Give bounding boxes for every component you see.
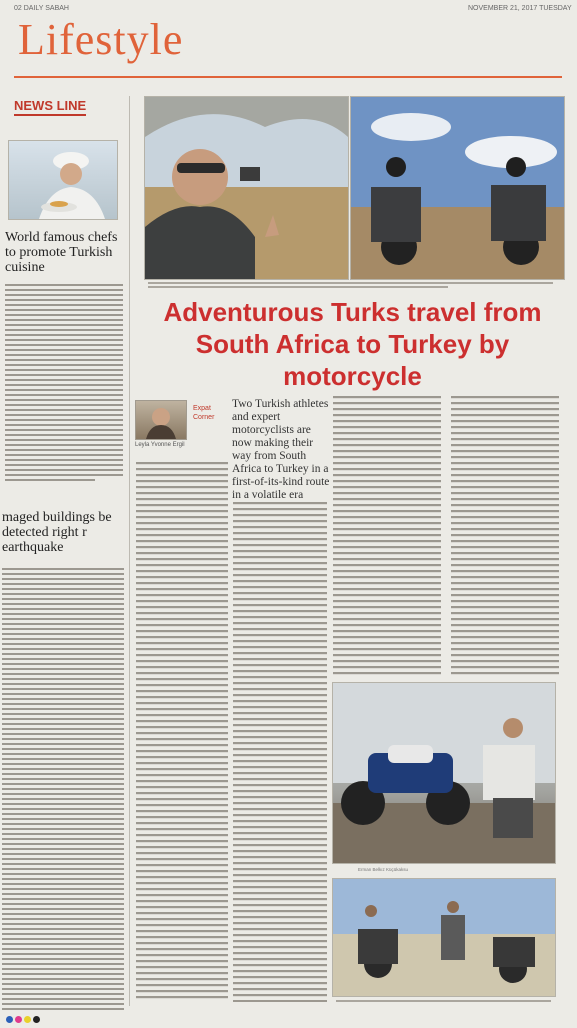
- column-divider: [129, 96, 130, 1006]
- section-divider: [14, 76, 562, 78]
- column-label-line2: Corner: [193, 414, 215, 421]
- rider-with-motorcycle-photo: [332, 682, 556, 864]
- motorcycles-photo: [350, 96, 565, 280]
- author-photo: [135, 400, 187, 440]
- column-label-line1: Expat: [193, 405, 211, 412]
- top-photos-caption: [148, 280, 558, 289]
- author-name: Leyla Yvonne Ergil: [135, 442, 185, 448]
- article-body-col1: [136, 462, 228, 1002]
- article-headline: Adventurous Turks travel from South Africa to Turkey by motorcycle: [163, 297, 542, 391]
- sidebar-story1-body: [5, 284, 123, 490]
- photo3-caption: Erman Belkız Küçükaksu: [358, 867, 409, 872]
- news-line-label: NEWS LINE: [14, 98, 86, 116]
- print-color-marks: [6, 1010, 42, 1028]
- article-lead: Two Turkish athletes and expert motorcyclists are now making their way from South Africa to Turkey in a first-of-its-kind route in a volatile era: [232, 398, 330, 501]
- column-label: [193, 404, 214, 422]
- photo4-caption: [336, 998, 556, 1005]
- article-body-col2: [233, 502, 327, 1002]
- article-body-col3: [333, 396, 559, 678]
- sidebar-story1-headline: World famous chefs to promote Turkish cuisine: [5, 230, 118, 275]
- section-title: Lifestyle: [18, 15, 184, 64]
- riders-group-photo: [332, 878, 556, 997]
- sidebar-story2-headline: maged buildings be detected right r earthquake: [2, 510, 112, 555]
- rider-portrait-photo: [144, 96, 349, 280]
- sidebar-story2-body: [2, 568, 124, 1010]
- chef-photo: [8, 140, 118, 220]
- page-header-left: 02 DAILY SABAH: [14, 5, 69, 12]
- page-header-date: NOVEMBER 21, 2017 TUESDAY: [468, 5, 572, 12]
